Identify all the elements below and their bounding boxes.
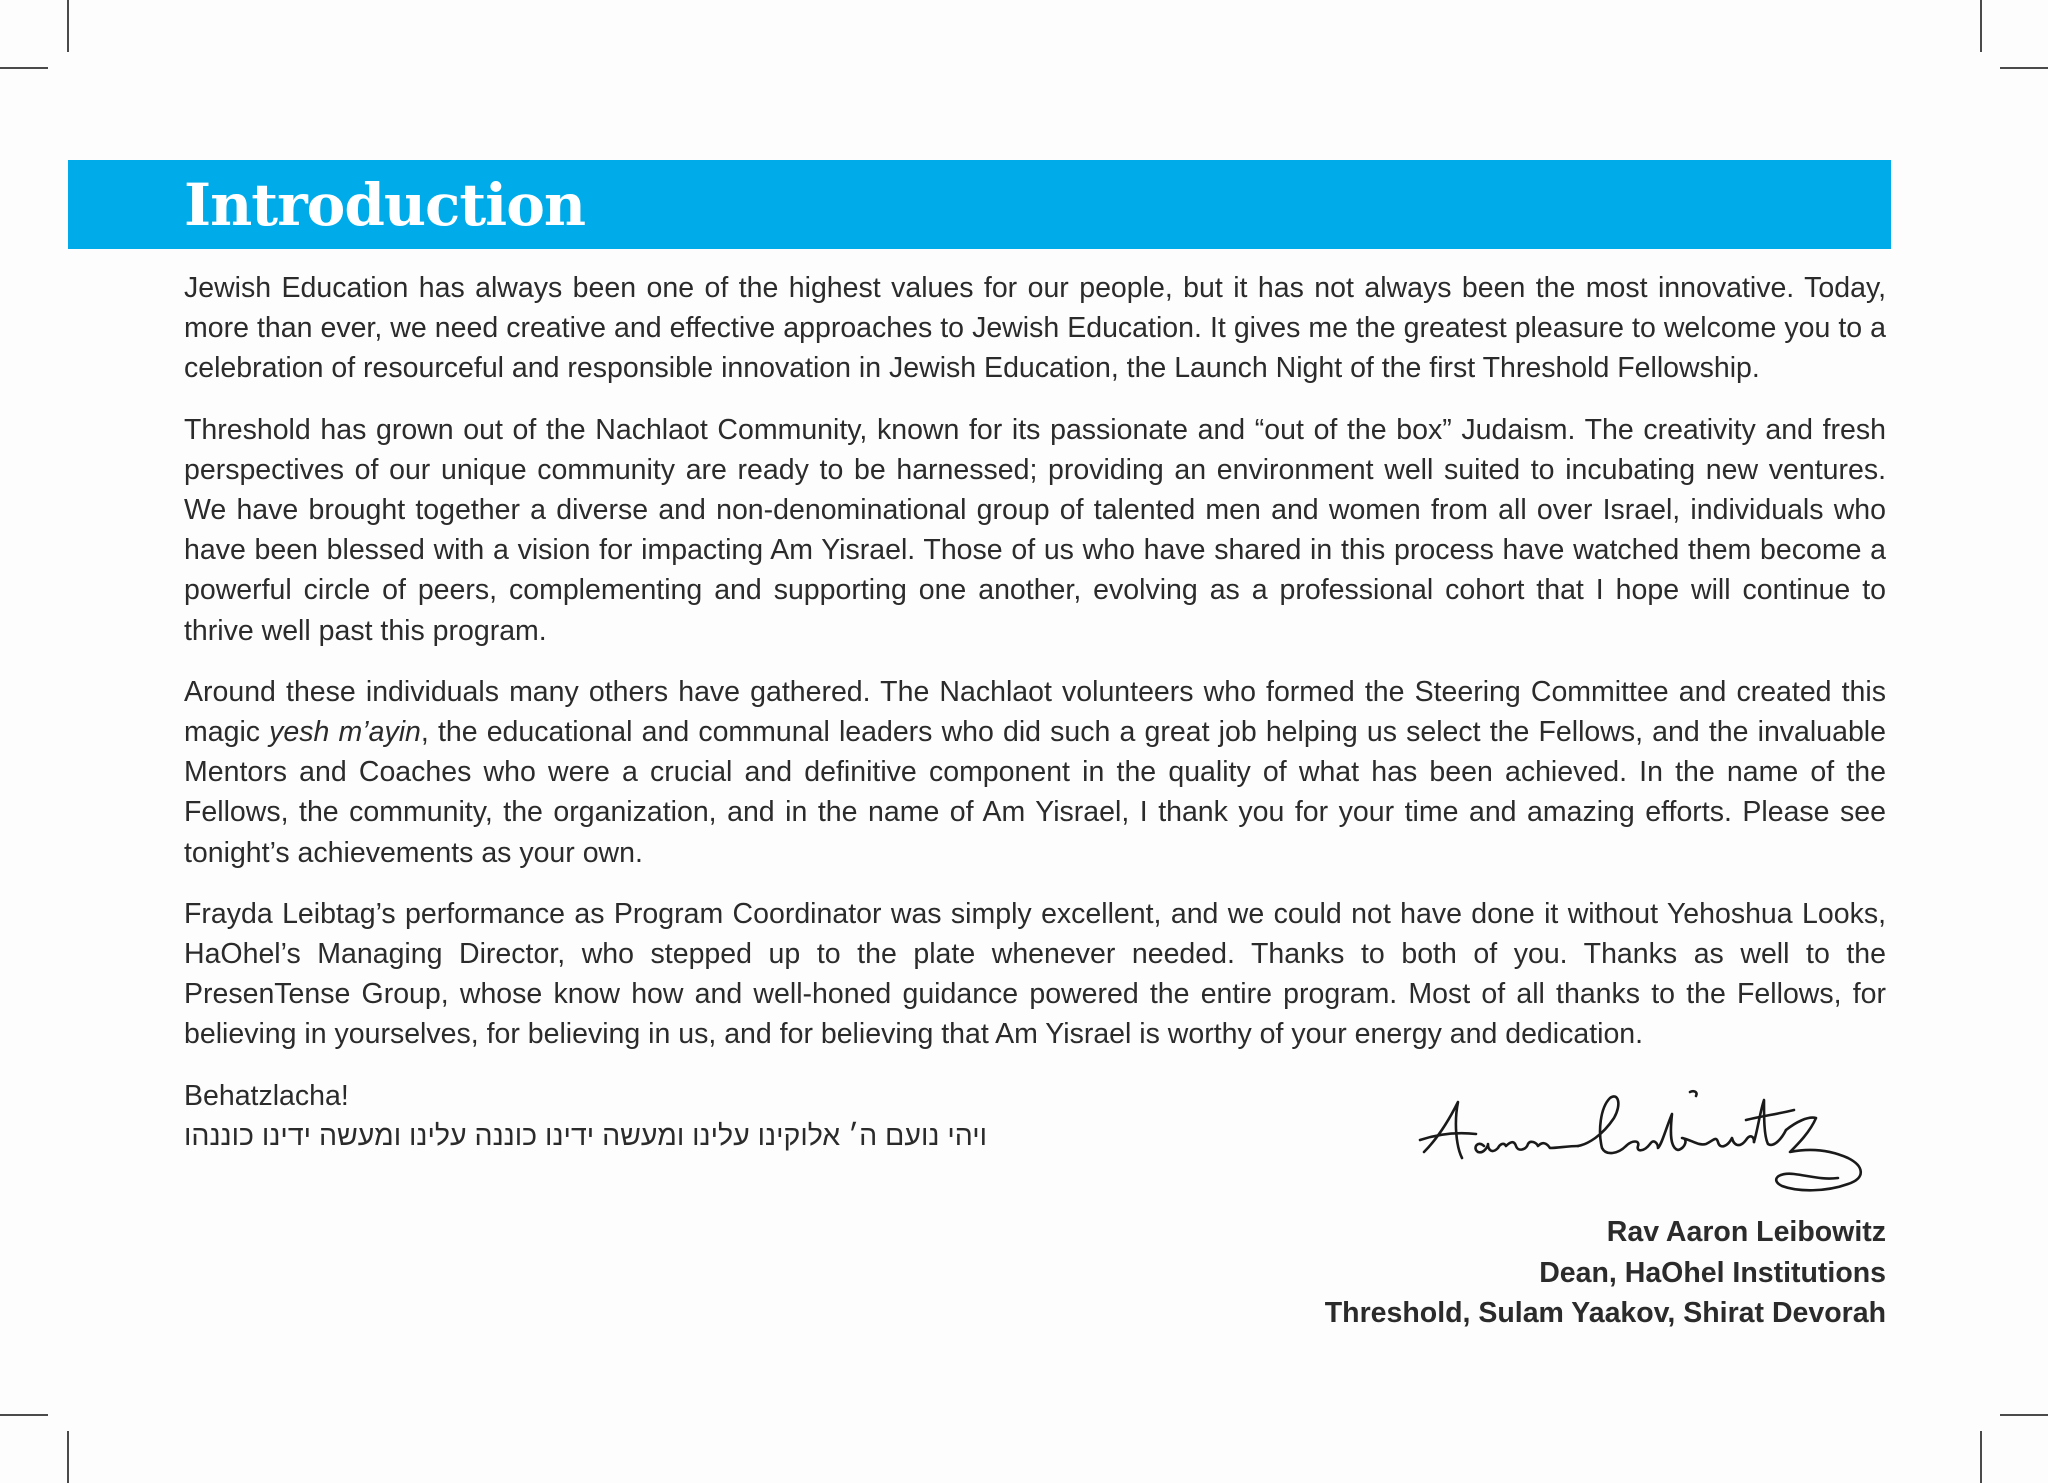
crop-mark — [2000, 1414, 2048, 1416]
page-title: Introduction — [184, 171, 586, 239]
signatory-title: Dean, HaOhel Institutions — [1539, 1256, 1886, 1289]
paragraph-4: Frayda Leibtag’s performance as Program Coordinator was simply excellent, and we could not have done it without Yehoshua Looks, HaOhel’s Managing Director, who stepped up to the plate whenever needed. Thanks to both of you. Thanks as well to the PresenTense Group, whose know how and well-honed guidance powered the entire program. Most of all thanks to the Fellows, for believing in yourselves, for believing in us, and for believing that Am Yisrael is worthy of your energy and dedication. — [184, 897, 1886, 1051]
paragraph-3-start: Around these individuals many others have gathered. The Nachlaot volunteers who formed the Steering Committee and created this magic — [184, 675, 1886, 749]
paragraph-3-italic-phrase: yesh m’ayin — [269, 716, 421, 749]
crop-mark — [1980, 0, 1982, 52]
signatory-organizations: Threshold, Sulam Yaakov, Shirat Devorah — [1324, 1297, 1886, 1329]
paragraph-2: Threshold has grown out of the Nachlaot Community, known for its passionate and “out of the box” Judaism. The creativity and fresh perspectives of our unique community are ready to be harnessed; providing an environment well suited to incubating new ventures. We have brought together a diverse and non-denominational group of talented men and women from all over Israel, individuals who have been blessed with a vision for impacting Am Yisrael. Those of us who have shared in this process have watched them become a powerful circle of peers, complementing and supporting one another, evolving as a professional cohort that I hope will continue to thrive well past this program. — [184, 413, 1886, 647]
crop-mark — [0, 67, 48, 69]
crop-mark — [0, 1414, 48, 1416]
signature-block — [1325, 1212, 1886, 1334]
letter-body — [184, 268, 1886, 1156]
paragraph-3 — [184, 672, 1886, 873]
paragraph-1: Jewish Education has always been one of the highest values for our people, but it has not always been the most innovative. Today, more than ever, we need creative and effective approaches to Jewish Education. It gives me the greatest pleasure to welcome you to a celebration of resourceful and responsible innovation in Jewish Education, the Launch Night of the first Threshold Fellowship. — [184, 272, 1886, 385]
crop-mark — [67, 1431, 69, 1483]
heading-banner — [68, 160, 1891, 249]
closing-greeting: Behatzlacha! — [184, 1079, 349, 1112]
signatory-name: Rav Aaron Leibowitz — [1606, 1216, 1886, 1248]
crop-mark — [67, 0, 69, 52]
hebrew-blessing: ויהי נועם ה׳ אלוקינו עלינו ומעשה ידינו כוננה עלינו ומעשה ידינו כוננהו — [184, 1119, 988, 1152]
handwritten-signature — [1418, 1088, 1888, 1200]
crop-mark — [1980, 1431, 1982, 1483]
crop-mark — [2000, 67, 2048, 69]
paragraph-3-end: , the educational and communal leaders who did such a great job helping us select the Fellows, and the invaluable Mentors and Coaches who were a crucial and definitive component in the quality of what has been achieved. In the name of the Fellows, the community, the organization, and in the name of Am Yisrael, I thank you for your time and amazing efforts. Please see tonight’s achievements as your own. — [184, 716, 1886, 869]
